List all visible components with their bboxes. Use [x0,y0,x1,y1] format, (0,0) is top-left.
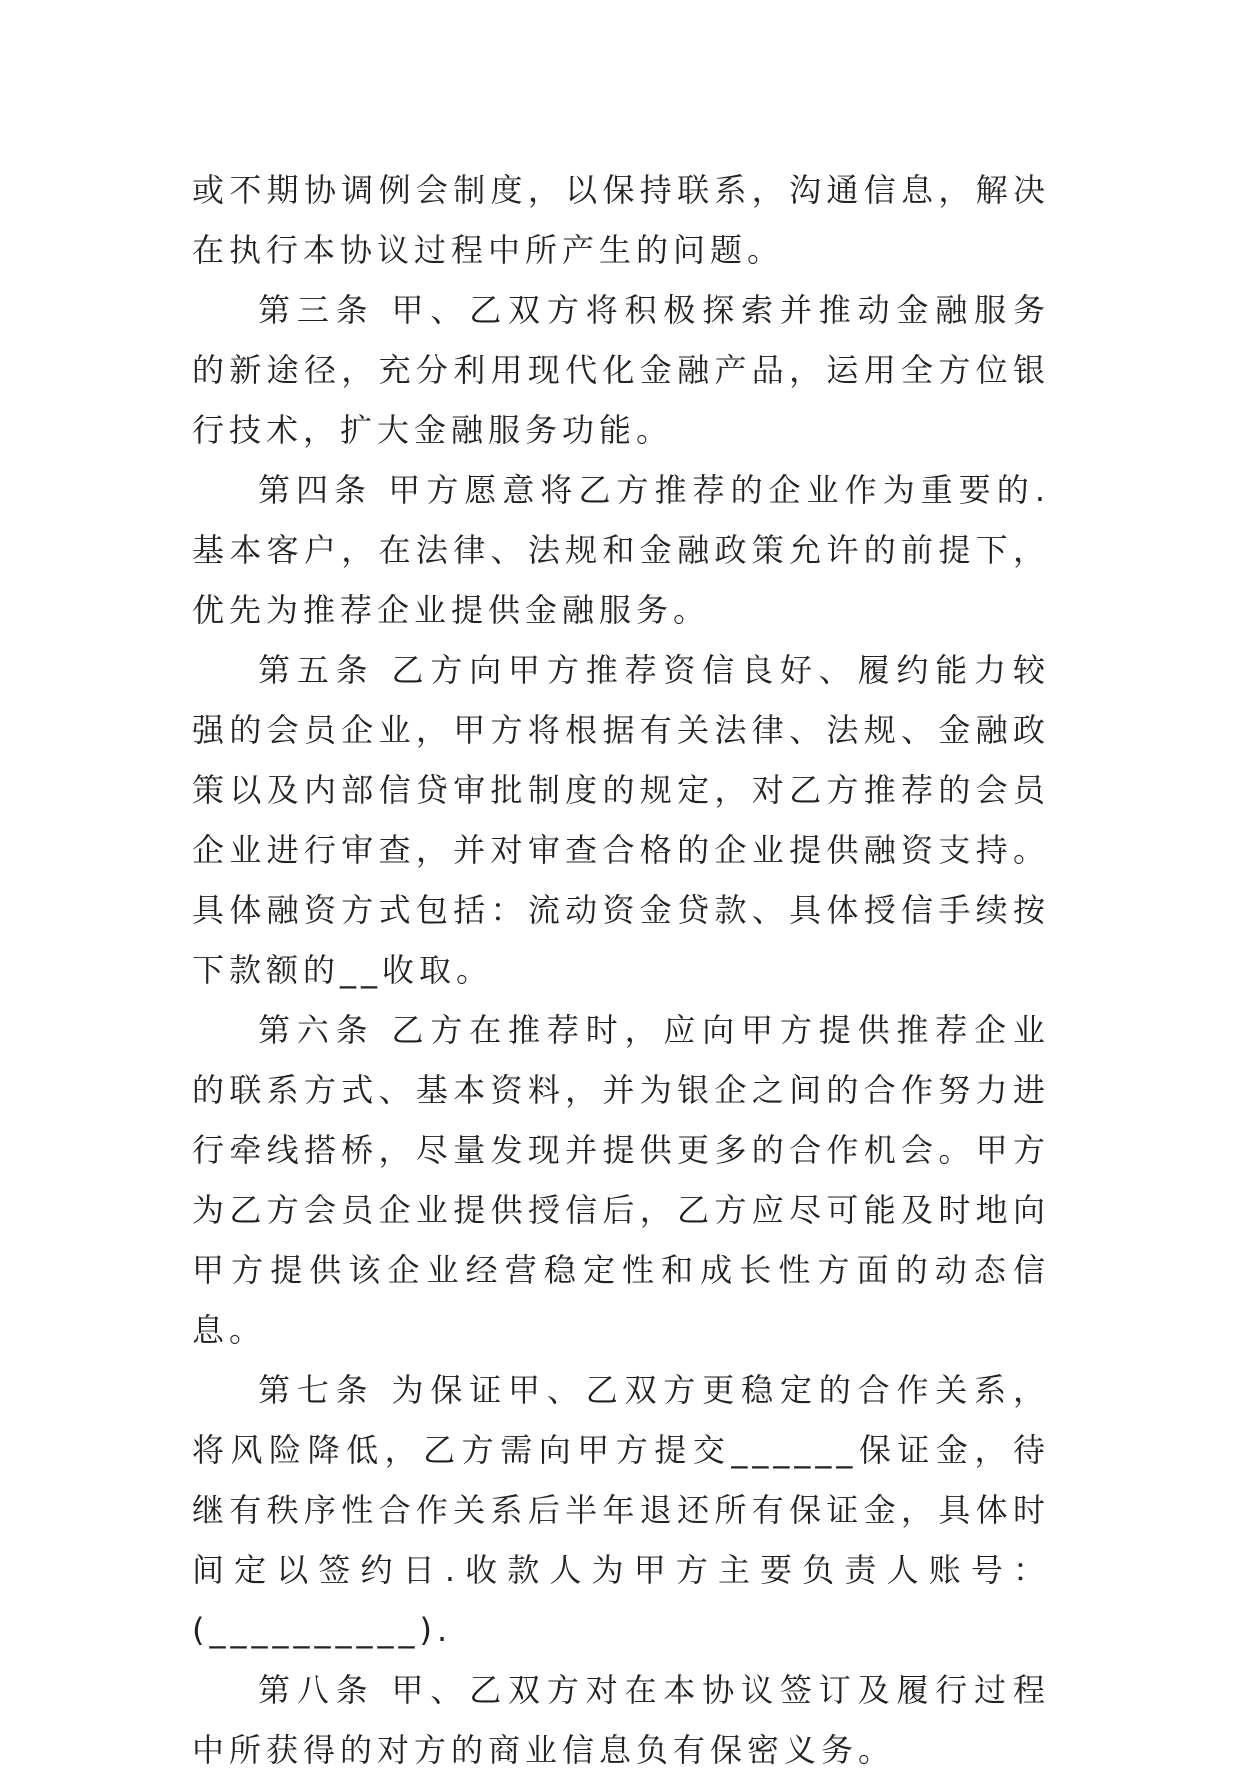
paragraph-article-7: 第七条 为保证甲、乙双方更稳定的合作关系，将风险降低，乙方需向甲方提交______保证金，待继有秩序性合作关系后半年退还所有保证金，具体时间定以签约日.收款人为甲方主要负责人账号：(__________). [192,1371,1050,1649]
paragraph-article-4: 第四条 甲方愿意将乙方推荐的企业作为重要的.基本客户，在法律、法规和金融政策允许的前提下，优先为推荐企业提供金融服务。 [192,471,1050,629]
paragraph-article-3: 第三条 甲、乙双方将积极探索并推动金融服务的新途径，充分利用现代化金融产品，运用全方位银行技术，扩大金融服务功能。 [192,291,1050,449]
paragraph-article-6: 第六条 乙方在推荐时，应向甲方提供推荐企业的联系方式、基本资料，并为银企之间的合作努力进行牵线搭桥，尽量发现并提供更多的合作机会。甲方为乙方会员企业提供授信后，乙方应尽可能及时地向甲方提供该企业经营稳定性和成长性方面的动态信息。 [192,1011,1050,1349]
paragraph-article-5: 第五条 乙方向甲方推荐资信良好、履约能力较强的会员企业，甲方将根据有关法律、法规、金融政策以及内部信贷审批制度的规定，对乙方推荐的会员企业进行审查，并对审查合格的企业提供融资支持。具体融资方式包括：流动资金贷款、具体授信手续按下款额的__收取。 [192,651,1050,989]
document-body [192,160,1050,1780]
paragraph-continuation: 或不期协调例会制度，以保持联系，沟通信息，解决在执行本协议过程中所产生的问题。 [192,171,1050,269]
paragraph-article-8: 第八条 甲、乙双方对在本协议签订及履行过程中所获得的对方的商业信息负有保密义务。 [192,1671,1050,1769]
